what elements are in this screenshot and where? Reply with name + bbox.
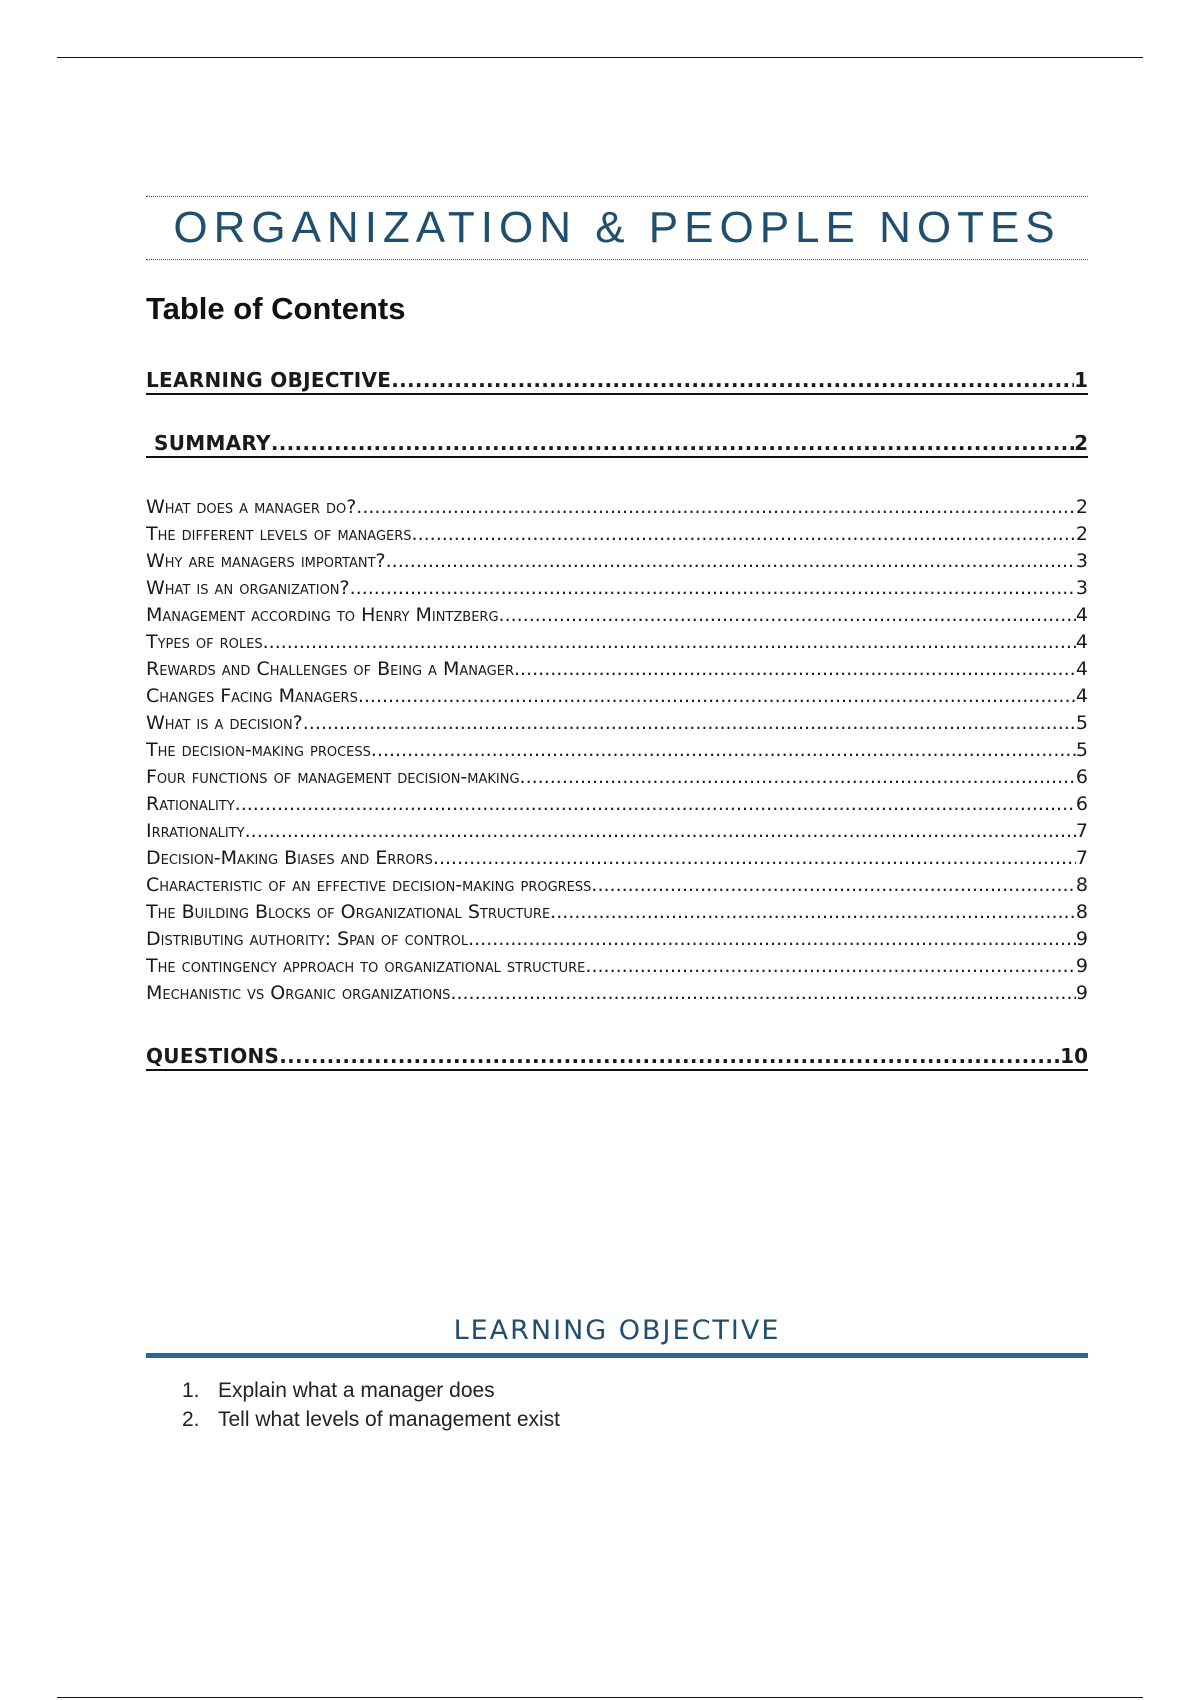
toc-leader-dots (391, 367, 1074, 393)
toc-subentry[interactable] (146, 656, 1088, 683)
toc-subentry-label: Mechanistic vs Organic organizations (146, 982, 451, 1004)
toc-subentry-label: What is a decision? (146, 712, 303, 734)
objectives-list (182, 1376, 560, 1434)
toc-leader-dots (499, 602, 1076, 629)
toc-subentry-page: 7 (1075, 820, 1088, 842)
toc-subentry-label: Distributing authority: Span of control (146, 928, 469, 950)
toc-leader-dots (412, 521, 1076, 548)
toc-leader-dots (271, 430, 1074, 456)
list-item-text: Tell what levels of management exist (218, 1408, 560, 1431)
toc-leader-dots (235, 791, 1076, 818)
toc-subentry[interactable] (146, 683, 1088, 710)
toc-subentry[interactable] (146, 845, 1088, 872)
toc-leader-dots (358, 683, 1076, 710)
toc-subentry[interactable] (146, 548, 1088, 575)
toc-subentry-label: The contingency approach to organizational structure (146, 955, 586, 977)
toc-subentry-label: Characteristic of an effective decision-making progress (146, 874, 592, 896)
toc-leader-dots (386, 548, 1076, 575)
toc-leader-dots (356, 494, 1076, 521)
toc-subentry[interactable] (146, 629, 1088, 656)
toc-subentry-label: Management according to Henry Mintzberg (146, 604, 499, 626)
toc-subentry[interactable] (146, 872, 1088, 899)
toc-subentry-page: 4 (1075, 685, 1088, 707)
toc-subentry[interactable] (146, 818, 1088, 845)
toc-subentry-page: 6 (1075, 766, 1088, 788)
section-heading-rule (146, 1353, 1088, 1358)
toc-subentry-label: What does a manager do? (146, 496, 357, 518)
document-title: ORGANIZATION & PEOPLE NOTES (173, 203, 1061, 252)
toc-leader-dots (591, 872, 1076, 899)
toc-subentry-page: 2 (1075, 523, 1088, 545)
toc-subentry-page: 7 (1075, 847, 1088, 869)
toc-leader-dots (550, 899, 1076, 926)
toc-subentry-label: Types of roles (146, 631, 263, 653)
list-item (182, 1405, 560, 1434)
toc-subentry-page: 8 (1075, 874, 1088, 896)
list-item-number: 1. (182, 1379, 200, 1402)
toc-leader-dots (585, 953, 1076, 980)
toc-subentry[interactable] (146, 764, 1088, 791)
section-heading: LEARNING OBJECTIVE (453, 1315, 781, 1346)
list-item-number: 2. (182, 1408, 200, 1431)
toc-subentry[interactable] (146, 575, 1088, 602)
toc-subentry[interactable] (146, 737, 1088, 764)
title-block (146, 196, 1088, 260)
toc-subentry-label: Rationality (146, 793, 235, 815)
toc-subentry[interactable] (146, 899, 1088, 926)
list-item-text: Explain what a manager does (218, 1379, 495, 1402)
toc-subentry-page: 4 (1075, 604, 1088, 626)
toc-subentry[interactable] (146, 494, 1088, 521)
toc-subentry[interactable] (146, 980, 1088, 1007)
toc-leader-dots (371, 737, 1076, 764)
toc-subentry-page: 9 (1075, 928, 1088, 950)
toc-subentry-page: 3 (1075, 550, 1088, 572)
toc-subentry-page: 4 (1075, 631, 1088, 653)
toc-entry-summary[interactable] (146, 430, 1088, 458)
list-item (182, 1376, 560, 1405)
toc-entry-learning-objective[interactable] (146, 367, 1088, 395)
toc-leader-dots (279, 1043, 1060, 1069)
toc-subentry-label: Rewards and Challenges of Being a Manager (146, 658, 514, 680)
toc-leader-dots (514, 656, 1076, 683)
toc-subentry-label: Why are managers important? (146, 550, 386, 572)
toc-leader-dots (468, 926, 1076, 953)
toc-subentry-page: 8 (1075, 901, 1088, 923)
toc-leader-dots (350, 575, 1076, 602)
toc-leader-dots (245, 818, 1076, 845)
toc-subentry-page: 3 (1075, 577, 1088, 599)
toc-subentry[interactable] (146, 710, 1088, 737)
toc-entry-page: 2 (1074, 431, 1088, 455)
toc-subentry-page: 2 (1075, 496, 1088, 518)
toc-entry-page: 1 (1074, 368, 1088, 392)
toc-leader-dots (263, 629, 1076, 656)
toc-subentry[interactable] (146, 602, 1088, 629)
title-bottom-dotted-rule (146, 259, 1088, 260)
toc-subentry-page: 5 (1075, 712, 1088, 734)
toc-subentry-label: The different levels of managers (146, 523, 412, 545)
toc-entry-label: QUESTIONS (146, 1044, 280, 1068)
toc-entry-label: LEARNING OBJECTIVE (146, 368, 392, 392)
toc-subentry-label: Irrationality (146, 820, 245, 842)
toc-entry-label: SUMMARY (154, 431, 271, 455)
toc-subentry[interactable] (146, 791, 1088, 818)
toc-subentry-label: What is an organization? (146, 577, 350, 599)
toc-subentry-label: Changes Facing Managers (146, 685, 358, 707)
toc-leader-dots (520, 764, 1076, 791)
toc-subentry[interactable] (146, 953, 1088, 980)
toc-subentry[interactable] (146, 926, 1088, 953)
toc-leader-dots (303, 710, 1076, 737)
toc-entry-page: 10 (1060, 1044, 1088, 1068)
toc-heading: Table of Contents (146, 291, 406, 326)
toc-subentry-page: 5 (1075, 739, 1088, 761)
toc-leader-dots (433, 845, 1076, 872)
toc-subentry-page: 6 (1075, 793, 1088, 815)
toc-leader-dots (450, 980, 1075, 1007)
toc-subentry[interactable] (146, 521, 1088, 548)
toc-subentry-label: The Building Blocks of Organizational Structure (146, 901, 551, 923)
toc-subentry-page: 9 (1075, 955, 1088, 977)
toc-subentry-label: The decision-making process (146, 739, 371, 761)
page-top-rule (57, 57, 1143, 58)
toc-subentry-page: 4 (1075, 658, 1088, 680)
toc-subentry-label: Four functions of management decision-making (146, 766, 520, 788)
toc-subentry-page: 9 (1075, 982, 1088, 1004)
toc-subentry-label: Decision-Making Biases and Errors (146, 847, 433, 869)
page-bottom-rule (57, 1697, 1143, 1698)
toc-entry-questions[interactable] (146, 1043, 1088, 1071)
